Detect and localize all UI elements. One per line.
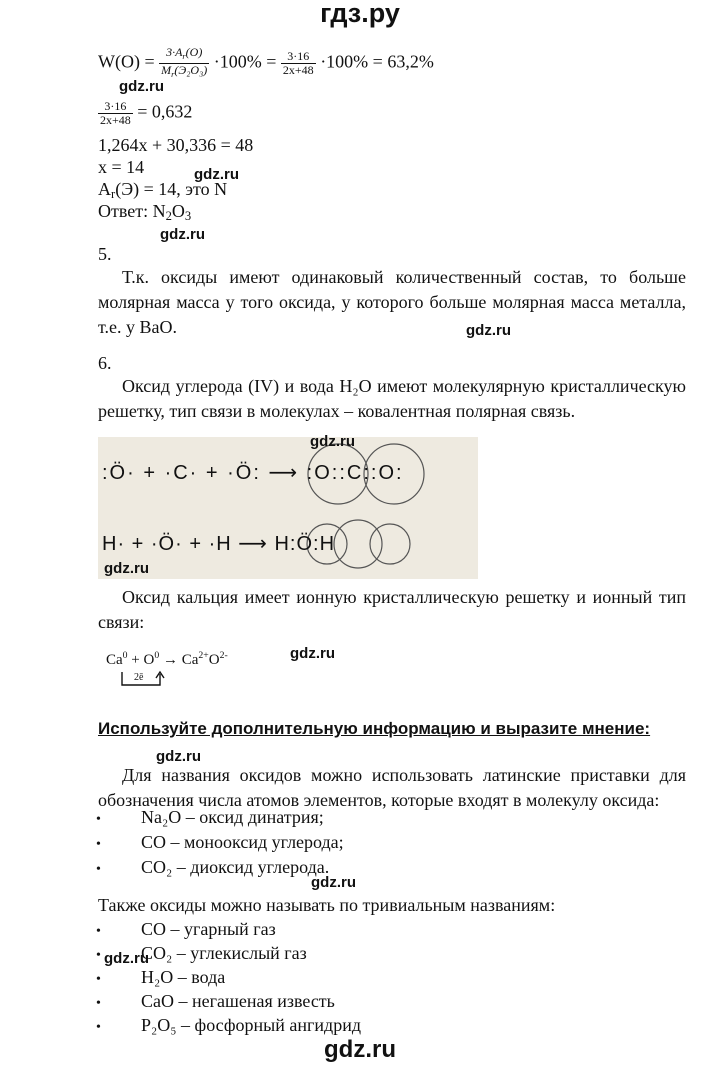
lewis-structure-diagram [98,437,478,579]
list-item: P₂O₅ – фосфорный ангидрид [141,1015,361,1035]
task-6-number: 6. [98,353,112,373]
cao-equation: $Ca^0 + O^0 \to Ca^{2+}O^{2-}$ [106,650,228,668]
mass-fraction-formula [98,46,434,81]
list-item: CaO – негашеная известь [141,991,335,1011]
trivial-names-intro: Также оксиды можно называть по тривиальным названиям: [98,895,556,915]
fraction-1: $\frac{3\cdot A_r(O)}{M_r(Э_2O_3)}$ [161,45,208,79]
watermark: gdz.ru [311,874,356,891]
answer: Ответ: $N_2O_3$ [98,201,192,223]
list-item: Na₂O – оксид динатрия; [141,807,324,827]
site-footer: gdz.ru [324,1036,396,1063]
list-item: CO₂ – диоксид углерода. [141,857,330,877]
w-label: W(O) = [98,51,155,72]
list-item: CO – угарный газ [141,919,276,939]
h-circle-right [370,524,410,564]
watermark: gdz.ru [290,645,335,662]
multiplier-1: ·100% = [213,51,277,72]
bullet-icon: • [96,862,101,877]
list-item: CO – монооксид углерода; [141,832,344,852]
watermark: gdz.ru [104,950,149,967]
list-item: CO₂ – углекислый газ [141,943,307,963]
watermark: gdz.ru [194,166,239,183]
watermark: gdz.ru [466,322,511,339]
task-5-number: 5. [98,244,112,264]
bullet-icon: • [96,948,101,963]
o-circle [334,520,382,568]
equation-4: x = 14 [98,157,145,177]
equation-3: 1,264x + 30,336 = 48 [98,135,254,155]
watermark: gdz.ru [156,748,201,765]
multiplier-2: ·100% = 63,2% [320,51,434,72]
bullet-icon: • [96,996,101,1011]
latin-prefix-intro: Для названия оксидов можно использовать латинские приставки для обозначения числа атомов элементов, которые входят в молекулу оксида: [98,765,686,810]
equation-5: $A_r(Э) = 14$, это N [98,179,228,201]
cao-text: Оксид кальция имеет ионную кристаллическую решетку и ионный тип связи: [98,587,686,632]
task-5-text: Т.к. оксиды имеют одинаковый количественный состав, то больше молярная масса у того оксида, у которого больше молярная масса металла, т.е. у BaO. [98,267,686,337]
bullet-icon: • [96,812,101,827]
task-6-text: Оксид углерода (IV) и вода H₂O имеют молекулярную кристаллическую решетку, тип связи в молекулах – ковалентная полярная связь. [98,376,686,421]
site-title: гдз.ру [320,0,400,28]
watermark: gdz.ru [119,78,164,95]
co2-formation-equation: :Ö· + ·C· + ·Ö: ⟶ :O::C::O: [102,462,404,484]
equation-2: $\frac{3\cdot 16}{2x+48}$ = 0,632 [100,99,193,127]
bullet-icon: • [96,837,101,852]
section-heading: Используйте дополнительную информацию и выразите мнение: [98,719,651,738]
bullet-icon: • [96,972,101,987]
bullet-icon: • [96,1020,101,1035]
h2o-formation-equation: H· + ·Ö· + ·H ⟶ H:Ö:H [102,533,336,555]
fraction-2: $\frac{3\cdot 16}{2x+48}$ [282,49,314,77]
transfer-label: 2ē [134,672,144,683]
watermark: gdz.ru [104,560,149,577]
watermark: gdz.ru [310,433,355,450]
fraction-3: $\frac{3\cdot 16}{2x+48}$ [100,99,131,127]
bullet-icon: • [96,924,101,939]
watermark: gdz.ru [160,226,205,243]
list-item: H₂O – вода [141,967,226,987]
lewis-diagram-svg [98,437,478,579]
